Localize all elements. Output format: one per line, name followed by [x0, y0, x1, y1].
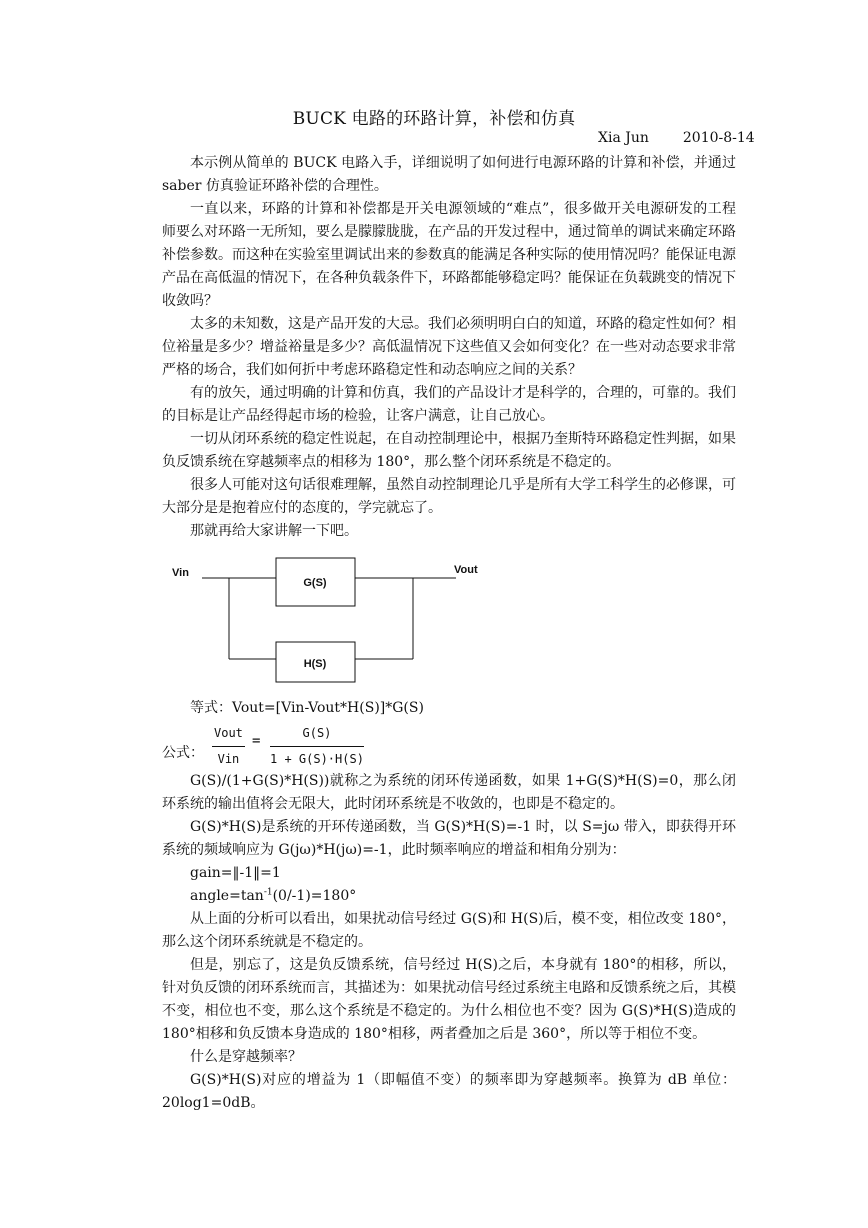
paragraph: 有的放矢，通过明确的计算和仿真，我们的产品设计才是科学的，合理的，可靠的。我们的目标是让产品经得起市场的检验，让客户满意，让自己放心。 [162, 385, 736, 424]
paragraph: 本示例从简单的 BUCK 电路入手，详细说明了如何进行电源环路的计算和补偿，并通过 saber 仿真验证环路补偿的合理性。 [162, 155, 736, 194]
angle-line [162, 885, 736, 908]
formula-label: 公式： [162, 745, 204, 761]
paragraph: G(S)*H(S)对应的增益为 1（即幅值不变）的频率即为穿越频率。换算为 dB 单位：20log1=0dB。 [162, 1072, 736, 1111]
paragraph: 那就再给大家讲解一下吧。 [190, 523, 358, 539]
gain-line: gain=‖-1‖=1 [190, 865, 281, 881]
paragraph: G(S)/(1+G(S)*H(S))就称之为系统的闭环传递函数，如果 1+G(S)*H(S)=0，那么闭环系统的输出值将会无限大，此时闭环系统是不收敛的，也即是不稳定的。 [162, 773, 736, 812]
paragraph: 很多人可能对这句话很难理解，虽然自动控制理论几乎是所有大学工科学生的必修课，可大部分是是抱着应付的态度的，学完就忘了。 [162, 477, 736, 516]
vout-label: Vout [454, 564, 478, 576]
angle-superscript: -1 [263, 887, 273, 898]
author-line [598, 130, 755, 146]
angle-prefix: angle=tan [190, 888, 264, 904]
rhs-numerator: G(S) [270, 722, 364, 747]
lhs-fraction [212, 722, 245, 771]
angle-suffix: (0/-1)=180° [272, 888, 357, 904]
paragraph: G(S)*H(S)是系统的开环传递函数，当 G(S)*H(S)=-1 时，以 S=jω 带入，即获得开环系统的频域响应为 G(jω)*H(jω)=-1，此时频率响应的增益和相角分别为： [162, 819, 736, 858]
paragraph: 一直以来，环路的计算和补偿都是开关电源领域的“难点”，很多做开关电源研发的工程师要么对环路一无所知，要么是朦朦胧胧，在产品的开发过程中，通过简单的调试来确定环路补偿参数。而这种在实验室里调试出来的参数真的能满足各种实际的使用情况吗？能保证电源产品在高低温的情况下，在各种负载条件下，环路都能够稳定吗？能保证在负载跳变的情况下收敛吗？ [162, 201, 736, 309]
lhs-numerator: Vout [212, 722, 245, 747]
equation-line: 等式：Vout=[Vin-Vout*H(S)]*G(S) [190, 700, 424, 716]
h-block-label: H(S) [303, 658, 327, 670]
g-block-label: G(S) [303, 577, 327, 589]
paragraph: 什么是穿越频率？ [190, 1049, 302, 1065]
document-title: BUCK 电路的环路计算，补偿和仿真 [292, 109, 576, 129]
analysis-body [162, 697, 736, 1115]
block-diagram-svg [166, 556, 496, 686]
vin-label: Vin [172, 567, 189, 579]
paragraph: 从上面的分析可以看出，如果扰动信号经过 G(S)和 H(S)后，模不变，相位改变 180°，那么这个闭环系统就是不稳定的。 [162, 911, 736, 950]
feedback-block-diagram [166, 556, 496, 686]
document-date: 2010-8-14 [682, 130, 755, 146]
paragraph: 一切从闭环系统的稳定性说起，在自动控制理论中，根据乃奎斯特环路稳定性判据，如果负反馈系统在穿越频率点的相移为 180°，那么整个闭环系统是不稳定的。 [162, 431, 736, 470]
intro-body [162, 152, 736, 543]
author-name: Xia Jun [598, 130, 649, 146]
rhs-fraction [270, 722, 364, 771]
paragraph: 太多的未知数，这是产品开发的大忌。我们必须明明白白的知道，环路的稳定性如何？相位裕量是多少？增益裕量是多少？高低温情况下这些值又会如何变化？在一些对动态要求非常严格的场合，我们如何折中考虑环路稳定性和动态响应之间的关系？ [162, 316, 736, 378]
lhs-denominator: Vin [217, 752, 240, 766]
formula-equals: = [252, 733, 261, 749]
closed-loop-formula [162, 720, 736, 770]
paragraph: 但是，别忘了，这是负反馈系统，信号经过 H(S)之后，本身就有 180°的相移，所以，针对负反馈的闭环系统而言，其描述为：如果扰动信号经过系统主电路和反馈系统之后，其模不变，相位也不变，那么这个系统是不稳定的。为什么相位也不变？因为 G(S)*H(S)造成的 180°相移和负反馈本身造成的 180°相移，两者叠加之后是 360°，所以等于相位不变。 [162, 957, 736, 1042]
rhs-denominator: 1 + G(S)·H(S) [270, 752, 364, 766]
